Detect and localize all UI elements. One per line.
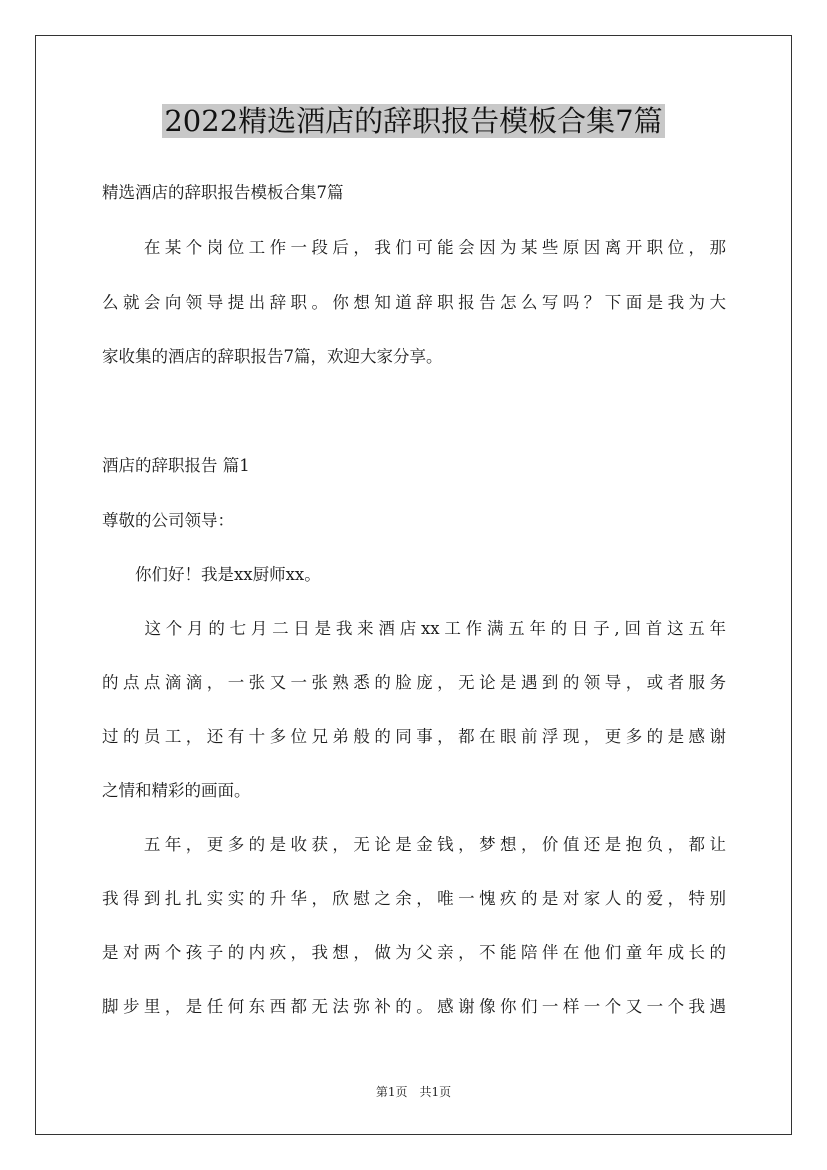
intro-line: 么就会向领导提出辞职。你想知道辞职报告怎么写吗？下面是我为大 xyxy=(102,293,726,312)
paragraph-line: 过的员工，还有十多位兄弟般的同事，都在眼前浮现，更多的是感谢 xyxy=(102,727,726,746)
paragraph-line: 五年，更多的是收获，无论是金钱，梦想，价值还是抱负，都让 xyxy=(102,835,726,854)
intro-line: 在某个岗位工作一段后，我们可能会因为某些原因离开职位，那 xyxy=(102,238,726,257)
greeting: 你们好！我是xx厨师xx。 xyxy=(102,565,321,584)
paragraph-line: 脚步里，是任何东西都无法弥补的。感谢像你们一样一个又一个我遇 xyxy=(102,997,726,1016)
paragraph-line: 的点点滴滴，一张又一张熟悉的脸庞，无论是遇到的领导，或者服务 xyxy=(102,673,726,692)
document-title: 2022精选酒店的辞职报告模板合集7篇 xyxy=(164,104,663,138)
intro-line: 家收集的酒店的辞职报告7篇，欢迎大家分享。 xyxy=(102,347,443,366)
paragraph-line: 之情和精彩的画面。 xyxy=(102,781,251,800)
section-heading: 酒店的辞职报告 篇1 xyxy=(102,456,250,475)
document-subtitle: 精选酒店的辞职报告模板合集7篇 xyxy=(102,183,344,202)
paragraph-line: 是对两个孩子的内疚，我想，做为父亲，不能陪伴在他们童年成长的 xyxy=(102,943,726,962)
paragraph-line: 这个月的七月二日是我来酒店xx工作满五年的日子,回首这五年 xyxy=(102,619,726,638)
page-footer: 第1页 共1页 xyxy=(375,1085,452,1099)
salutation: 尊敬的公司领导： xyxy=(102,511,234,530)
paragraph-line: 我得到扎扎实实的升华，欣慰之余，唯一愧疚的是对家人的爱，特别 xyxy=(102,889,726,908)
